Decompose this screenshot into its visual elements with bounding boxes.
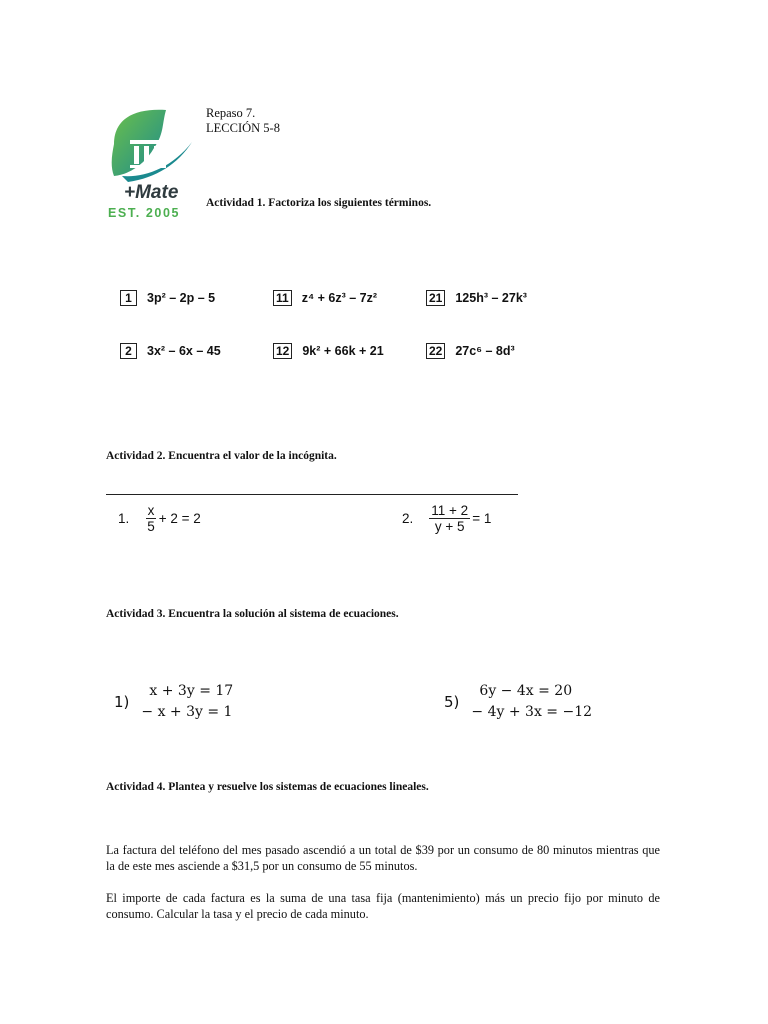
- factor-item: [426, 290, 527, 306]
- item-expression: 27c⁶ – 8d³: [455, 344, 515, 358]
- item-expression: 3x² – 6x – 45: [147, 344, 221, 358]
- factor-item: [120, 343, 221, 359]
- logo-leaf-icon: [104, 104, 196, 186]
- item-number: 22: [426, 343, 445, 359]
- equation-label: 1.: [118, 511, 130, 526]
- problem-paragraph-2: El importe de cada factura es la suma de una tasa fija (mantenimiento) más un precio fijo por minuto de consumo. Calcular la tasa y el precio de cada minuto.: [106, 891, 660, 921]
- equation-2: [402, 503, 491, 534]
- denominator: y + 5: [434, 519, 465, 534]
- numerator: 11 + 2: [431, 503, 469, 518]
- system-line: − x + 3y = 1: [141, 704, 233, 720]
- item-expression: 125h³ – 27k³: [455, 291, 527, 305]
- system-label: 5): [444, 693, 460, 711]
- activity-2-title: Actividad 2. Encuentra el valor de la incógnita.: [106, 450, 337, 462]
- item-expression: z⁴ + 6z³ – 7z²: [301, 291, 377, 305]
- activity-1-title: Actividad 1. Factoriza los siguientes términos.: [206, 197, 432, 209]
- activity-4-title: Actividad 4. Plantea y resuelve los sistemas de ecuaciones lineales.: [106, 781, 429, 793]
- factor-item: [273, 343, 384, 359]
- factor-item: [120, 290, 215, 306]
- item-number: 11: [273, 290, 292, 306]
- problem-paragraph-1: La factura del teléfono del mes pasado ascendió a un total de $39 por un consumo de 80 minutos mientras que la de este mes asciende a $31,5 por un consumo de 55 minutos.: [106, 843, 660, 873]
- header-line-1: Repaso 7.: [206, 106, 256, 120]
- factor-item: [426, 343, 515, 359]
- item-number: 1: [120, 290, 137, 306]
- logo-established: EST. 2005: [108, 206, 181, 220]
- activity-3-title: Actividad 3. Encuentra la solución al sistema de ecuaciones.: [106, 608, 399, 620]
- equation-label: 2.: [402, 511, 414, 526]
- logo: [104, 104, 196, 224]
- factor-grid: [118, 286, 548, 366]
- fraction: [429, 503, 470, 534]
- equation-rest: = 1: [472, 511, 492, 526]
- system-line: − 4y + 3x = −12: [471, 704, 593, 720]
- item-number: 12: [273, 343, 292, 359]
- divider: [106, 494, 518, 495]
- factor-item: [273, 290, 377, 306]
- system-label: 1): [114, 693, 130, 711]
- item-expression: 3p² – 2p – 5: [147, 291, 216, 305]
- system-line: x + 3y = 17: [149, 683, 234, 699]
- item-number: 2: [120, 343, 137, 359]
- denominator: 5: [147, 519, 155, 534]
- logo-brand: +Mate: [124, 182, 179, 203]
- equation-rest: + 2 = 2: [158, 511, 201, 526]
- document-header: [206, 106, 280, 136]
- equation-1: [118, 503, 201, 534]
- system-1: [114, 681, 233, 723]
- system-2: [444, 681, 592, 723]
- item-expression: 9k² + 66k + 21: [302, 344, 384, 358]
- header-line-2: LECCIÓN 5-8: [206, 121, 280, 135]
- item-number: 21: [426, 290, 445, 306]
- fraction: [145, 503, 157, 534]
- system-line: 6y − 4x = 20: [479, 683, 573, 699]
- numerator: x: [147, 503, 155, 518]
